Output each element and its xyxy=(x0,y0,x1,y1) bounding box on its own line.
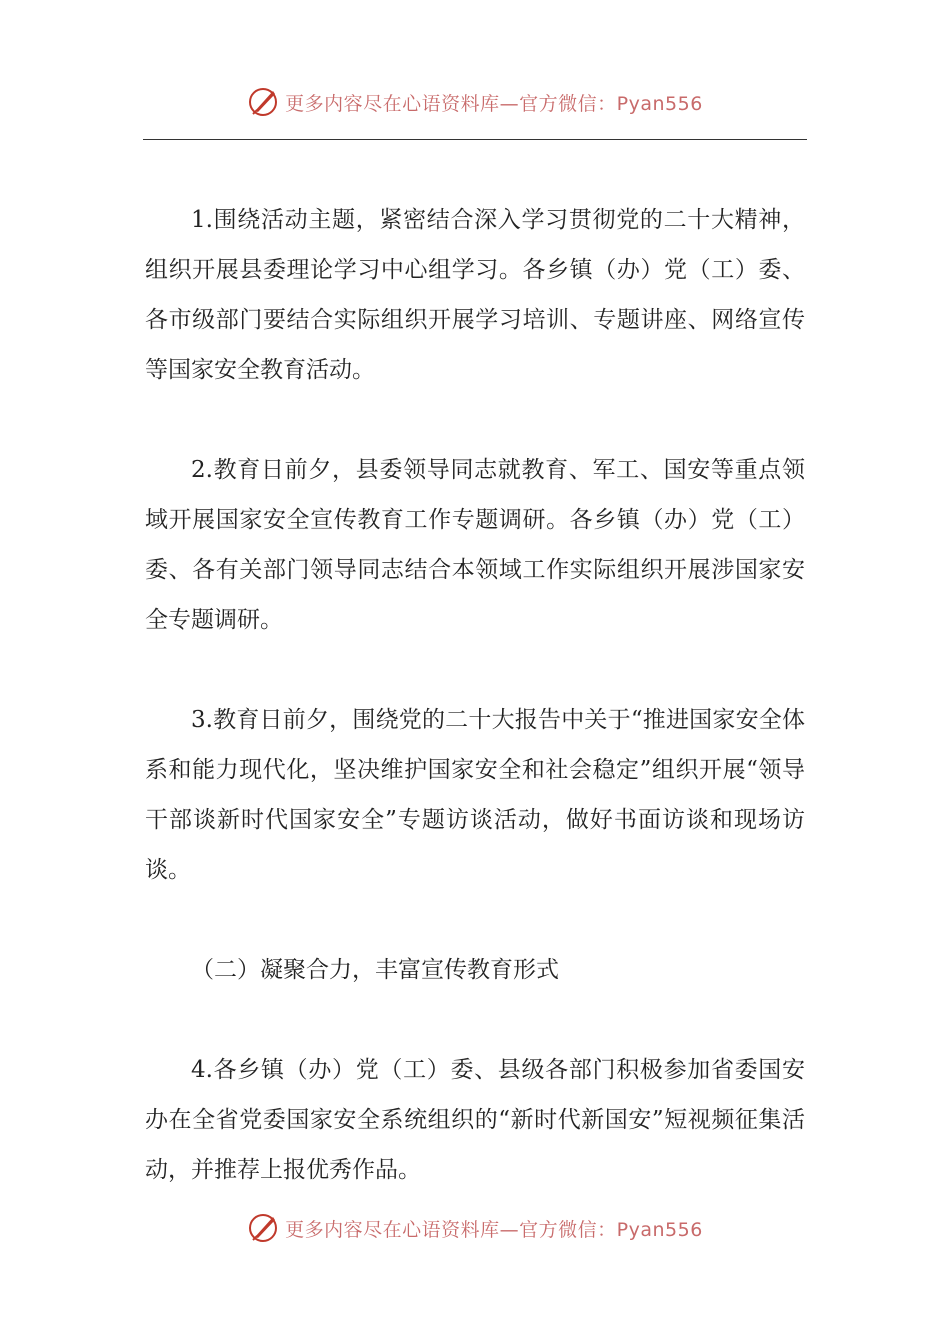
quill-pen-logo-icon xyxy=(247,1211,281,1245)
footer-watermark xyxy=(0,1208,950,1248)
paragraph-3: 3.教育日前夕，围绕党的二十大报告中关于“推进国家安全体系和能力现代化，坚决维护国家安全和社会稳定”组织开展“领导干部谈新时代国家安全”专题访谈活动，做好书面访谈和现场访谈。 xyxy=(145,707,805,883)
paragraph-4: 4.各乡镇（办）党（工）委、县级各部门积极参加省委国安办在全省党委国家安全系统组织的“新时代新国安”短视频征集活动，并推荐上报优秀作品。 xyxy=(145,1057,805,1183)
paragraph-2: 2.教育日前夕，县委领导同志就教育、军工、国安等重点领域开展国家安全宣传教育工作专题调研。各乡镇（办）党（工）委、各有关部门领导同志结合本领域工作实际组织开展涉国家安全专题调研。 xyxy=(145,457,805,633)
section-heading: （二）凝聚合力，丰富宣传教育形式 xyxy=(191,957,559,983)
header-divider xyxy=(143,139,807,140)
document-body xyxy=(145,195,805,1245)
paragraph-1: 1.围绕活动主题，紧密结合深入学习贯彻党的二十大精神，组织开展县委理论学习中心组学习。各乡镇（办）党（工）委、各市级部门要结合实际组织开展学习培训、专题讲座、网络宣传等国家安全教育活动。 xyxy=(145,207,805,383)
watermark-text: 更多内容尽在心语资料库—官方微信：Pyan556 xyxy=(285,92,703,115)
watermark-text: 更多内容尽在心语资料库—官方微信：Pyan556 xyxy=(285,1218,703,1241)
quill-pen-logo-icon xyxy=(247,85,281,119)
header-watermark xyxy=(0,82,950,122)
